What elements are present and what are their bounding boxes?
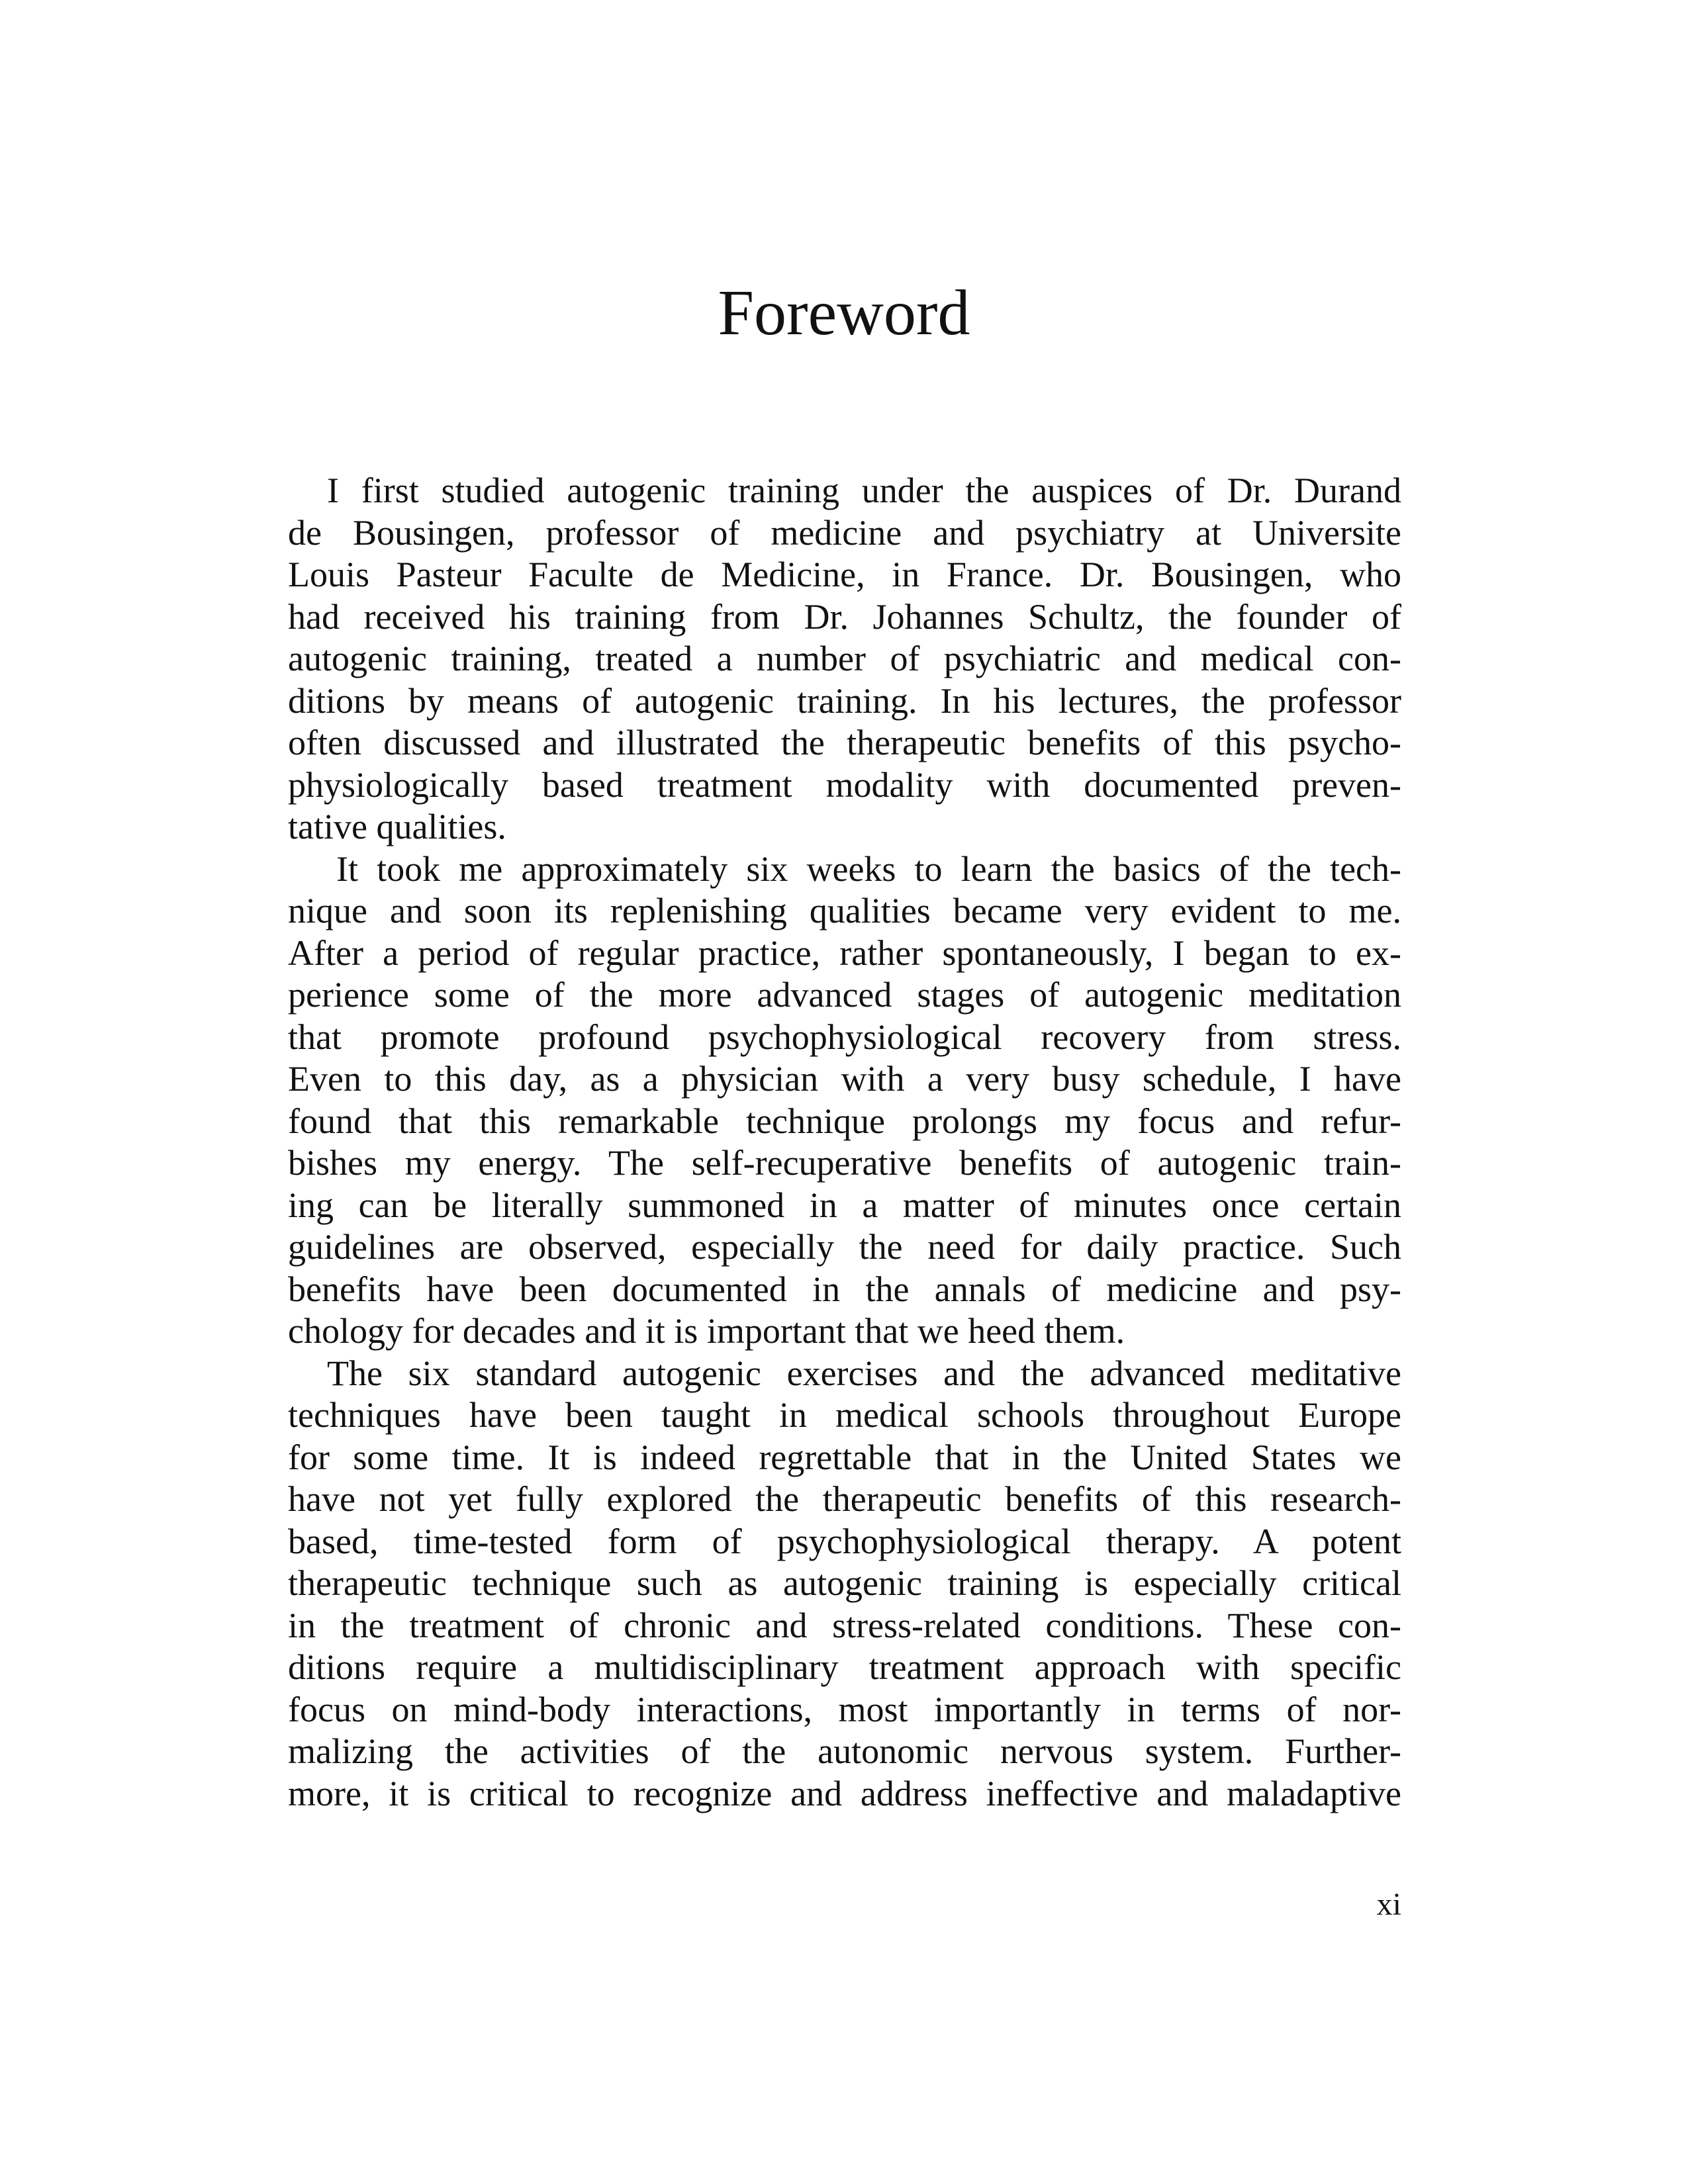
body-text <box>288 470 1401 1815</box>
text-line: therapeutic technique such as autogenic training is especially critical <box>288 1563 1401 1603</box>
text-line: ditions require a multidisciplinary treatment approach with specific <box>288 1647 1401 1687</box>
text-line: benefits have been documented in the annals of medicine and psy- <box>288 1269 1401 1309</box>
text-line: I first studied autogenic training under the auspices of Dr. Durand <box>327 471 1401 510</box>
text-line: techniques have been taught in medical schools throughout Europe <box>288 1395 1401 1435</box>
text-line: in the treatment of chronic and stress-related conditions. These con- <box>288 1605 1401 1645</box>
text-line: found that this remarkable technique prolongs my focus and refur- <box>288 1101 1401 1141</box>
text-line: It took me approximately six weeks to learn the basics of the tech- <box>336 848 1401 889</box>
page-title: Foreword <box>718 277 970 349</box>
text-line: Even to this day, as a physician with a very busy schedule, I have <box>288 1059 1401 1099</box>
text-line: malizing the activities of the autonomic nervous system. Further- <box>288 1731 1401 1771</box>
text-line: The six standard autogenic exercises and the advanced meditative <box>327 1353 1401 1393</box>
text-line: nique and soon its replenishing qualities became very evident to me. <box>288 891 1401 931</box>
text-line: physiologically based treatment modality with documented preven- <box>288 764 1401 805</box>
text-line: Louis Pasteur Faculte de Medicine, in France. Dr. Bousingen, who <box>288 555 1401 594</box>
text-line: for some time. It is indeed regrettable that in the United States we <box>288 1437 1401 1477</box>
text-line: de Bousingen, professor of medicine and psychiatry at Universite <box>288 512 1401 553</box>
text-line: often discussed and illustrated the therapeutic benefits of this psycho- <box>288 723 1401 762</box>
text-line: had received his training from Dr. Johannes Schultz, the founder of <box>288 596 1401 637</box>
text-line: more, it is critical to recognize and address ineffective and maladaptive <box>288 1773 1401 1813</box>
text-line: chology for decades and it is important that we heed them. <box>288 1311 1125 1351</box>
page-number: xi <box>1376 1887 1401 1922</box>
text-line: bishes my energy. The self-recuperative benefits of autogenic train- <box>288 1143 1401 1183</box>
text-line: perience some of the more advanced stages of autogenic meditation <box>288 975 1401 1015</box>
text-line: ditions by means of autogenic training. In his lectures, the professor <box>288 680 1401 721</box>
text-line: After a period of regular practice, rather spontaneously, I began to ex- <box>288 933 1401 973</box>
text-line: tative qualities. <box>288 807 506 846</box>
text-line: autogenic training, treated a number of psychiatric and medical con- <box>288 639 1401 678</box>
text-line: have not yet fully explored the therapeutic benefits of this research- <box>288 1479 1401 1519</box>
text-line: that promote profound psychophysiological recovery from stress. <box>288 1017 1401 1057</box>
text-line: based, time-tested form of psychophysiological therapy. A potent <box>288 1521 1401 1561</box>
text-line: focus on mind-body interactions, most importantly in terms of nor- <box>288 1689 1401 1729</box>
text-line: guidelines are observed, especially the need for daily practice. Such <box>288 1227 1401 1267</box>
text-line: ing can be literally summoned in a matter of minutes once certain <box>288 1185 1401 1225</box>
